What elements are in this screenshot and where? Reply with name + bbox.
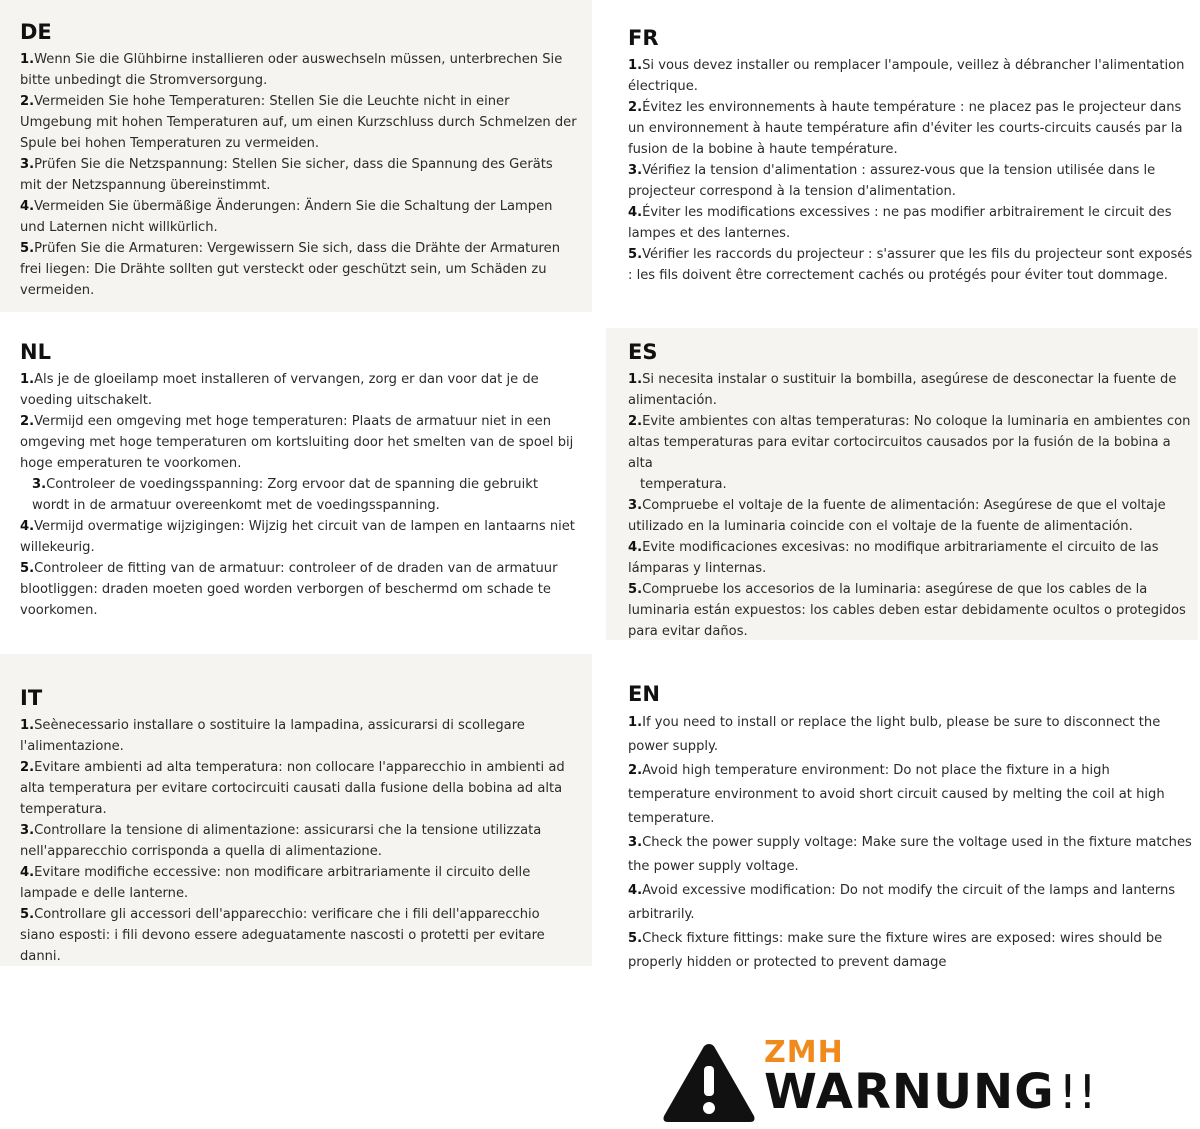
brand-name: ZMH bbox=[764, 1035, 844, 1070]
list-item: 3.Prüfen Sie die Netzspannung: Stellen Sie sicher, dass die Spannung des Geräts mit der Netzspannung übereinstimmt. bbox=[20, 157, 553, 193]
list-item: 2.Evite ambientes con altas temperaturas: No coloque la luminaria en ambientes con altas temperaturas para evitar cortocircuitos causados por la fusión de la bobina a alta temperatura. bbox=[628, 414, 1191, 492]
list-item: 1.Wenn Sie die Glühbirne installieren oder auswechseln müssen, unterbrechen Sie bitte unbedingt die Stromversorgung. bbox=[20, 52, 563, 88]
list-item: 4.Evitare modifiche eccessive: non modificare arbitrariamente il circuito delle lampade e delle lanterne. bbox=[20, 865, 531, 901]
list-item: 4.Avoid excessive modification: Do not modify the circuit of the lamps and lanterns arbitrarily. bbox=[628, 883, 1176, 922]
list-item: 4.Vermijd overmatige wijzigingen: Wijzig het circuit van de lampen en lantaarns niet willekeurig. bbox=[20, 519, 575, 555]
list-item: 2.Avoid high temperature environment: Do not place the fixture in a high temperature environment to avoid short circuit caused by melting the coil at high temperature. bbox=[628, 763, 1165, 826]
section-code-fr: FR bbox=[628, 26, 659, 50]
section-es bbox=[606, 328, 1198, 640]
list-item: 1.Si vous devez installer ou remplacer l'ampoule, veillez à débrancher l'alimentation électrique. bbox=[628, 58, 1185, 94]
list-item: 3.Compruebe el voltaje de la fuente de alimentación: Asegúrese de que el voltaje utilizado en la luminaria coincide con el voltaje de la fuente de alimentación. bbox=[628, 498, 1166, 534]
section-code-it: IT bbox=[20, 686, 43, 710]
section-code-nl: NL bbox=[20, 340, 51, 364]
section-it bbox=[0, 654, 592, 966]
list-item: 2.Évitez les environnements à haute température : ne placez pas le projecteur dans un environnement à haute température afin d'éviter les courts-circuits causés par la fusion de la bobine à haute température. bbox=[628, 100, 1183, 157]
list-item: 1.Als je de gloeilamp moet installeren of vervangen, zorg er dan voor dat je de voeding uitschakelt. bbox=[20, 372, 539, 408]
warning-word: WARNUNG!! bbox=[764, 1064, 1098, 1120]
list-item: 2.Vermijd een omgeving met hoge temperaturen: Plaats de armatuur niet in een omgeving met hoge temperaturen om kortsluiting door het smelten van de spoel bij hoge emperaturen te voorkomen. bbox=[20, 414, 574, 471]
list-item: 1.Seènecessario installare o sostituire la lampadina, assicurarsi di scollegare l'alimentazione. bbox=[20, 718, 525, 754]
list-item: 5.Check fixture fittings: make sure the fixture wires are exposed: wires should be properly hidden or protected to prevent damage bbox=[628, 931, 1163, 970]
list-item: 3.Vérifiez la tension d'alimentation : assurez-vous que la tension utilisée dans le projecteur correspond à la tension d'alimentation. bbox=[628, 163, 1156, 199]
list-item: 1.Si necesita instalar o sustituir la bombilla, asegúrese de desconectar la fuente de alimentación. bbox=[628, 372, 1177, 408]
list-item: 3.Check the power supply voltage: Make sure the voltage used in the fixture matches the power supply voltage. bbox=[628, 835, 1192, 874]
warning-logo bbox=[658, 1036, 1158, 1129]
section-fr bbox=[608, 0, 1200, 312]
section-code-de: DE bbox=[20, 20, 52, 44]
section-de bbox=[0, 0, 592, 312]
list-item: 2.Evitare ambienti ad alta temperatura: non collocare l'apparecchio in ambienti ad alta temperatura per evitare cortocircuiti causati dalla fusione della bobina ad alta temperatura. bbox=[20, 760, 565, 817]
list-item: 5.Vérifier les raccords du projecteur : s'assurer que les fils du projecteur sont exposés : les fils doivent être correctement cachés ou protégés pour éviter tout dommage. bbox=[628, 247, 1193, 283]
section-en bbox=[608, 654, 1200, 970]
section-code-en: EN bbox=[628, 682, 660, 706]
list-item: 5.Controllare gli accessori dell'apparecchio: verificare che i fili dell'apparecchio siano esposti: i fili devono essere adeguatamente nascosti o protetti per evitare danni. bbox=[20, 907, 545, 964]
list-item: 5.Prüfen Sie die Armaturen: Vergewissern Sie sich, dass die Drähte der Armaturen frei liegen: Die Drähte sollten gut versteckt oder geschützt sein, um Schäden zu vermeiden. bbox=[20, 241, 561, 298]
warning-triangle-icon bbox=[660, 1040, 758, 1126]
list-item: 3.Controleer de voedingsspanning: Zorg ervoor dat de spanning die gebruikt wordt in de armatuur overeenkomt met de voedingsspanning. bbox=[32, 477, 538, 513]
list-item: 4.Evite modificaciones excesivas: no modifique arbitrariamente el circuito de las lámparas y linternas. bbox=[628, 540, 1159, 576]
list-item: 2.Vermeiden Sie hohe Temperaturen: Stellen Sie die Leuchte nicht in einer Umgebung mit hohen Temperaturen auf, um einen Kurzschluss durch Schmelzen der Spule bei hohen Temperaturen zu vermeiden. bbox=[20, 94, 577, 151]
list-item: 3.Controllare la tensione di alimentazione: assicurarsi che la tensione utilizzata nell'apparecchio corrisponda a quella di alimentazione. bbox=[20, 823, 542, 859]
list-item: 4.Vermeiden Sie übermäßige Änderungen: Ändern Sie die Schaltung der Lampen und Laternen nicht willkürlich. bbox=[20, 199, 553, 235]
list-item: 5.Compruebe los accesorios de la luminaria: asegúrese de que los cables de la luminaria están expuestos: los cables deben estar debidamente ocultos o protegidos para evitar daños. bbox=[628, 582, 1186, 639]
section-nl bbox=[0, 328, 592, 640]
list-item: 5.Controleer de fitting van de armatuur: controleer of de draden van de armatuur blootliggen: draden moeten goed worden verborgen of beschermd om schade te voorkomen. bbox=[20, 561, 558, 618]
section-code-es: ES bbox=[628, 340, 658, 364]
list-item: 4.Éviter les modifications excessives : ne pas modifier arbitrairement le circuit des lampes et des lanternes. bbox=[628, 205, 1172, 241]
list-item: 1.If you need to install or replace the light bulb, please be sure to disconnect the power supply. bbox=[628, 715, 1161, 754]
